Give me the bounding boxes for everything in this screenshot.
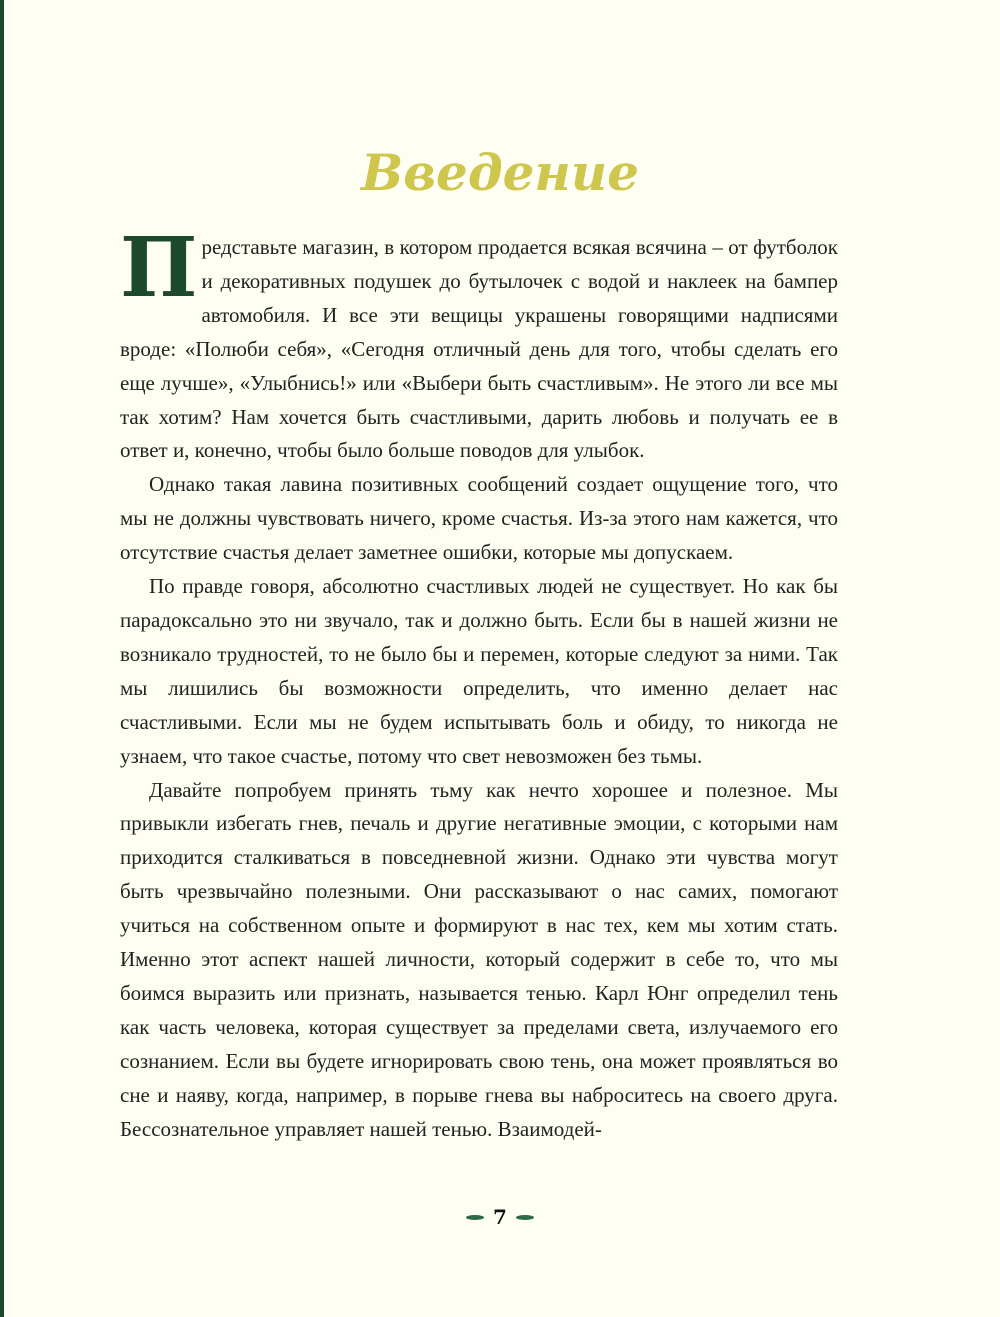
paragraph-1-text: редставьте магазин, в котором продается всякая всячина – от футболок и декоративных подушек до бутылочек с водой и наклеек на бампер автомобиля. И все эти вещицы украшены говорящими надписями вроде: «Полюби себя», «Сегодня отличный день для того, чтобы сделать его еще лучше», «Улыбнись!» или «Выбери быть счастливым». Не этого ли все мы так хотим? Нам хочется быть счастливыми, дарить любовь и получать ее в ответ и, конечно, чтобы было больше поводов для улыбок. bbox=[120, 235, 838, 463]
paragraph-3: По правде говоря, абсолютно счастливых людей не существует. Но как бы парадоксально это ни звучало, так и должно быть. Если бы в нашей жизни не возникало трудностей, то не было бы и перемен, которые следуют за ними. Так мы лишились бы возможности определить, что именно делает нас счастливыми. Если мы не будем испытывать боль и обиду, то никогда не узнаем, что такое счастье, потому что свет невозможен без тьмы. bbox=[120, 574, 838, 768]
paragraph-4: Давайте попробуем принять тьму как нечто хорошее и полезное. Мы привыкли избегать гнев, печаль и другие негативные эмоции, с которыми нам приходится сталкиваться в повседневной жизни. Однако эти чувства могут быть чрезвычайно полезными. Они рассказывают о нас самих, помогают учиться на собственном опыте и формируют в нас тех, кем мы хотим стать. Именно этот аспект нашей личности, который содержит в себе то, что мы боимся выразить или признать, называется тенью. Карл Юнг определил тень как часть человека, которая существует за пределами света, излучаемого его сознанием. Если вы будете игнорировать свою тень, она может проявляться во сне и наяву, когда, например, в порыве гнева вы наброситесь на своего друга. Бессознательное управляет нашей тенью. Взаимодей- bbox=[120, 777, 838, 1141]
drop-cap: П bbox=[120, 220, 198, 316]
paragraph-1 bbox=[120, 220, 838, 468]
page-number-footer bbox=[0, 1202, 1000, 1232]
leaf-ornament-left-icon bbox=[466, 1215, 484, 1220]
page-number: 7 bbox=[493, 1205, 507, 1229]
body-text bbox=[120, 220, 838, 1146]
paragraph-2: Однако такая лавина позитивных сообщений создает ощущение того, что мы не должны чувствовать ничего, кроме счастья. Из-за этого нам кажется, что отсутствие счастья делает заметнее ошибки, которые мы допускаем. bbox=[120, 472, 838, 565]
leaf-ornament-right-icon bbox=[516, 1215, 534, 1220]
chapter-title: Введение bbox=[360, 143, 640, 202]
